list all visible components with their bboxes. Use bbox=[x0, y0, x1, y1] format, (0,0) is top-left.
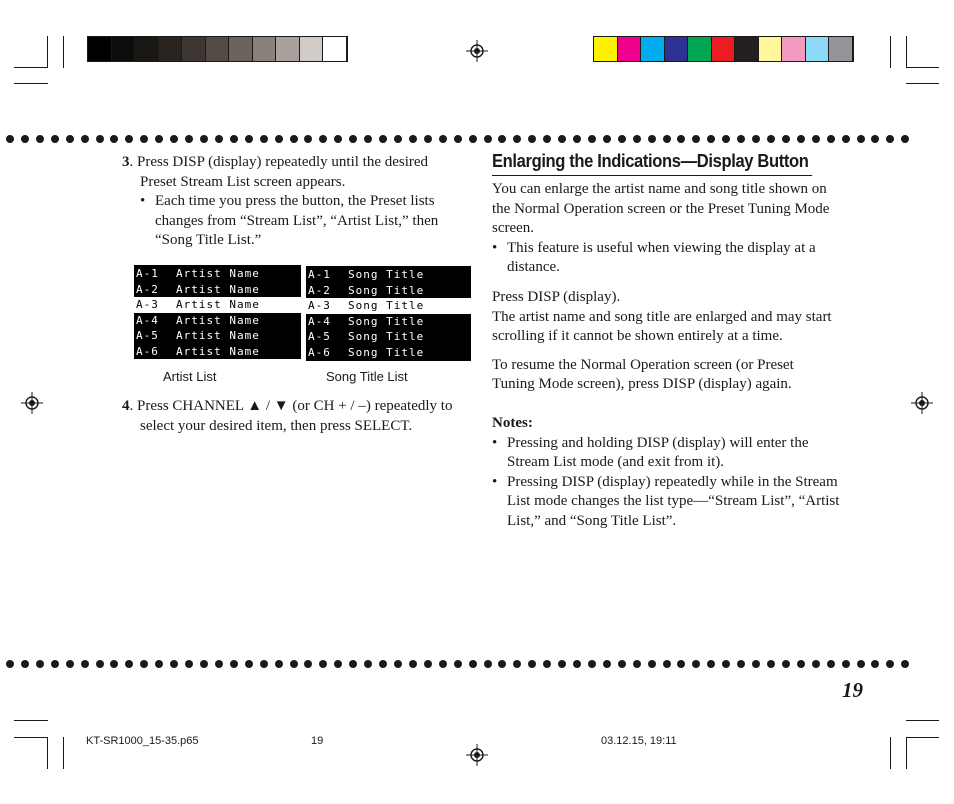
lcd-row bbox=[306, 329, 471, 345]
dot bbox=[484, 660, 492, 668]
crop-mark bbox=[906, 737, 907, 769]
dot bbox=[842, 660, 850, 668]
dot bbox=[603, 135, 611, 143]
dotted-rule-top bbox=[6, 135, 910, 144]
dot bbox=[528, 660, 536, 668]
dot bbox=[767, 660, 775, 668]
song-title-list-display bbox=[306, 266, 471, 361]
dot bbox=[215, 135, 223, 143]
dot bbox=[782, 135, 790, 143]
dot bbox=[96, 660, 104, 668]
color-swatch bbox=[688, 37, 712, 61]
lcd-row bbox=[134, 344, 301, 360]
dot bbox=[707, 135, 715, 143]
dot bbox=[618, 135, 626, 143]
dot bbox=[737, 660, 745, 668]
dot bbox=[648, 135, 656, 143]
lcd-row-label: Artist Name bbox=[176, 267, 260, 280]
artist-list-display bbox=[134, 265, 301, 359]
footer-page: 19 bbox=[311, 735, 324, 747]
dot bbox=[603, 660, 611, 668]
dot bbox=[125, 135, 133, 143]
lcd-row bbox=[134, 297, 301, 313]
color-swatch bbox=[618, 37, 642, 61]
dot bbox=[633, 135, 641, 143]
notes-title: Notes: bbox=[492, 414, 533, 431]
dot bbox=[110, 135, 118, 143]
dot bbox=[439, 135, 447, 143]
dot bbox=[334, 660, 342, 668]
dot bbox=[275, 660, 283, 668]
color-swatch bbox=[782, 37, 806, 61]
right-column bbox=[492, 180, 840, 532]
dot bbox=[573, 135, 581, 143]
dot bbox=[245, 660, 253, 668]
lcd-row bbox=[306, 283, 471, 299]
color-swatch bbox=[641, 37, 665, 61]
lcd-row bbox=[306, 298, 471, 314]
dot bbox=[633, 660, 641, 668]
dot bbox=[528, 135, 536, 143]
dot bbox=[36, 660, 44, 668]
dot bbox=[260, 135, 268, 143]
dot bbox=[349, 135, 357, 143]
lcd-row-number: A-6 bbox=[136, 344, 159, 358]
dot bbox=[901, 660, 909, 668]
dot bbox=[334, 135, 342, 143]
dot bbox=[185, 135, 193, 143]
dot bbox=[319, 660, 327, 668]
crop-mark bbox=[890, 36, 891, 68]
color-swatch bbox=[159, 37, 183, 61]
dot bbox=[812, 660, 820, 668]
dot bbox=[588, 135, 596, 143]
lcd-row-number: A-4 bbox=[308, 314, 331, 328]
lcd-row bbox=[306, 345, 471, 361]
crop-mark bbox=[14, 67, 48, 68]
crop-mark bbox=[63, 737, 64, 769]
dot bbox=[737, 135, 745, 143]
color-swatch bbox=[712, 37, 736, 61]
color-swatch bbox=[276, 37, 300, 61]
crop-mark bbox=[906, 83, 939, 84]
dot bbox=[155, 135, 163, 143]
note-item: • Pressing and holding DISP (display) will enter the Stream List mode (and exit from it). bbox=[492, 434, 840, 473]
dotted-rule-bottom bbox=[6, 660, 910, 669]
dot bbox=[886, 660, 894, 668]
lcd-row-number: A-2 bbox=[136, 282, 159, 296]
section-heading: Enlarging the Indications—Display Button bbox=[492, 151, 812, 176]
dot bbox=[155, 660, 163, 668]
dot bbox=[498, 135, 506, 143]
dot bbox=[364, 135, 372, 143]
step-text: . Press CHANNEL ▲ / ▼ (or CH + / –) repeatedly to select your desired item, then press SELECT. bbox=[129, 398, 453, 434]
dot bbox=[857, 660, 865, 668]
dot bbox=[782, 660, 790, 668]
crop-mark bbox=[14, 737, 48, 738]
dot bbox=[752, 660, 760, 668]
dot bbox=[21, 660, 29, 668]
dot bbox=[21, 135, 29, 143]
dot bbox=[140, 135, 148, 143]
resume-paragraph: To resume the Normal Operation screen (or Preset Tuning Mode screen), press DISP (display) again. bbox=[492, 356, 794, 393]
dot bbox=[290, 135, 298, 143]
color-swatch bbox=[594, 37, 618, 61]
lcd-row-number: A-5 bbox=[308, 330, 331, 343]
dot bbox=[379, 660, 387, 668]
dot bbox=[857, 135, 865, 143]
dot bbox=[692, 660, 700, 668]
lcd-row-label: Song Title bbox=[348, 330, 425, 343]
dot bbox=[66, 660, 74, 668]
step-number: 3 bbox=[122, 154, 130, 170]
dot bbox=[573, 660, 581, 668]
color-swatch bbox=[323, 37, 347, 61]
dot bbox=[424, 135, 432, 143]
color-swatch bbox=[229, 37, 253, 61]
color-swatch bbox=[300, 37, 324, 61]
dot bbox=[663, 660, 671, 668]
lcd-row-label: Song Title bbox=[348, 314, 425, 328]
color-swatch bbox=[665, 37, 689, 61]
dot bbox=[394, 660, 402, 668]
lcd-row-number: A-1 bbox=[308, 268, 331, 281]
dot bbox=[140, 660, 148, 668]
dot bbox=[215, 660, 223, 668]
dot bbox=[245, 135, 253, 143]
dot bbox=[588, 660, 596, 668]
dot bbox=[349, 660, 357, 668]
dot bbox=[36, 135, 44, 143]
registration-mark-icon bbox=[466, 744, 488, 766]
dot bbox=[51, 135, 59, 143]
dot bbox=[6, 660, 14, 668]
grayscale-swatch-bar bbox=[87, 36, 348, 62]
dot bbox=[722, 135, 730, 143]
dot bbox=[81, 135, 89, 143]
dot bbox=[260, 660, 268, 668]
dot bbox=[66, 135, 74, 143]
artist-list-caption: Artist List bbox=[163, 369, 217, 384]
lcd-row-number: A-3 bbox=[136, 298, 159, 311]
color-swatch bbox=[759, 37, 783, 61]
dot bbox=[677, 660, 685, 668]
dot bbox=[454, 660, 462, 668]
lcd-row bbox=[134, 266, 301, 282]
intro-paragraph: You can enlarge the artist name and song title shown on the Normal Operation screen or the Preset Tuning Mode screen. bbox=[492, 181, 830, 237]
step-number: 4 bbox=[122, 398, 130, 414]
crop-mark bbox=[890, 737, 891, 769]
crop-mark bbox=[63, 36, 64, 68]
dot bbox=[513, 135, 521, 143]
lcd-row bbox=[134, 328, 301, 344]
dot bbox=[692, 135, 700, 143]
color-swatch bbox=[735, 37, 759, 61]
dot bbox=[901, 135, 909, 143]
color-swatch bbox=[88, 37, 112, 61]
dot bbox=[290, 660, 298, 668]
crop-mark bbox=[14, 83, 48, 84]
dot bbox=[886, 135, 894, 143]
color-swatch-bar bbox=[593, 36, 854, 62]
dot bbox=[230, 135, 238, 143]
crop-mark bbox=[906, 737, 939, 738]
step-3-bullet: • Each time you press the button, the Preset lists changes from “Stream List”, “Artist List,” then “Song Title List.” bbox=[140, 192, 462, 251]
dot bbox=[275, 135, 283, 143]
lcd-row-number: A-2 bbox=[308, 283, 331, 297]
dot bbox=[469, 660, 477, 668]
lcd-row-label: Artist Name bbox=[176, 344, 260, 358]
lcd-row-label: Song Title bbox=[348, 268, 425, 281]
dot bbox=[827, 660, 835, 668]
footer-filename: KT-SR1000_15-35.p65 bbox=[86, 735, 199, 747]
dot bbox=[200, 135, 208, 143]
dot bbox=[394, 135, 402, 143]
color-swatch bbox=[182, 37, 206, 61]
step-4 bbox=[122, 397, 467, 436]
lcd-row-label: Artist Name bbox=[176, 329, 260, 342]
step-text: . Press DISP (display) repeatedly until the desired Preset Stream List screen appears. bbox=[129, 154, 429, 190]
dot bbox=[379, 135, 387, 143]
dot bbox=[125, 660, 133, 668]
dot bbox=[454, 135, 462, 143]
dot bbox=[543, 135, 551, 143]
dot bbox=[797, 135, 805, 143]
dot bbox=[230, 660, 238, 668]
dot bbox=[51, 660, 59, 668]
footer-date: 03.12.15, 19:11 bbox=[601, 735, 677, 747]
lcd-row-label: Artist Name bbox=[176, 313, 260, 327]
dot bbox=[484, 135, 492, 143]
dot bbox=[6, 135, 14, 143]
press-line: Press DISP (display). bbox=[492, 288, 621, 305]
dot bbox=[707, 660, 715, 668]
dot bbox=[871, 135, 879, 143]
page-number: 19 bbox=[842, 678, 863, 702]
dot bbox=[663, 135, 671, 143]
lcd-row-label: Song Title bbox=[348, 345, 425, 359]
dot bbox=[409, 135, 417, 143]
lcd-row-number: A-6 bbox=[308, 345, 331, 359]
dot bbox=[170, 660, 178, 668]
lcd-row-label: Song Title bbox=[348, 299, 425, 312]
crop-mark bbox=[14, 720, 48, 721]
dot bbox=[618, 660, 626, 668]
crop-mark bbox=[906, 36, 907, 68]
dot bbox=[469, 135, 477, 143]
lcd-row-label: Song Title bbox=[348, 283, 425, 297]
lcd-row-number: A-5 bbox=[136, 329, 159, 342]
song-list-caption: Song Title List bbox=[326, 369, 408, 384]
color-swatch bbox=[253, 37, 277, 61]
color-swatch bbox=[829, 37, 853, 61]
dot bbox=[812, 135, 820, 143]
dot bbox=[96, 135, 104, 143]
dot bbox=[543, 660, 551, 668]
lcd-row-number: A-4 bbox=[136, 313, 159, 327]
lcd-row-label: Artist Name bbox=[176, 298, 260, 311]
crop-mark bbox=[906, 67, 939, 68]
dot bbox=[185, 660, 193, 668]
registration-mark-icon bbox=[466, 40, 488, 62]
dot bbox=[110, 660, 118, 668]
dot bbox=[409, 660, 417, 668]
dot bbox=[170, 135, 178, 143]
dot bbox=[752, 135, 760, 143]
registration-mark-icon bbox=[21, 392, 43, 414]
dot bbox=[319, 135, 327, 143]
crop-mark bbox=[906, 720, 939, 721]
lcd-row bbox=[134, 282, 301, 298]
crop-mark bbox=[47, 36, 48, 68]
dot bbox=[498, 660, 506, 668]
dot bbox=[558, 660, 566, 668]
dot bbox=[722, 660, 730, 668]
color-swatch bbox=[135, 37, 159, 61]
intro-bullet: • This feature is useful when viewing the display at a distance. bbox=[492, 239, 840, 278]
dot bbox=[304, 660, 312, 668]
dot bbox=[513, 660, 521, 668]
dot bbox=[767, 135, 775, 143]
dot bbox=[827, 135, 835, 143]
lcd-row bbox=[306, 267, 471, 283]
dot bbox=[424, 660, 432, 668]
color-swatch bbox=[206, 37, 230, 61]
dot bbox=[200, 660, 208, 668]
lcd-row-label: Artist Name bbox=[176, 282, 260, 296]
color-swatch bbox=[112, 37, 136, 61]
dot bbox=[842, 135, 850, 143]
lcd-row-number: A-1 bbox=[136, 267, 159, 280]
step-3 bbox=[122, 153, 462, 251]
crop-mark bbox=[47, 737, 48, 769]
registration-mark-icon bbox=[911, 392, 933, 414]
note-item: • Pressing DISP (display) repeatedly while in the Stream List mode changes the list type—“Stream List”, “Artist List,” and “Song Title List”. bbox=[492, 473, 840, 532]
lcd-row bbox=[306, 314, 471, 330]
lcd-row bbox=[134, 313, 301, 329]
dot bbox=[439, 660, 447, 668]
color-swatch bbox=[806, 37, 830, 61]
dot bbox=[871, 660, 879, 668]
dot bbox=[304, 135, 312, 143]
dot bbox=[797, 660, 805, 668]
dot bbox=[364, 660, 372, 668]
lcd-row-number: A-3 bbox=[308, 299, 331, 312]
dot bbox=[648, 660, 656, 668]
dot bbox=[81, 660, 89, 668]
dot bbox=[677, 135, 685, 143]
dot bbox=[558, 135, 566, 143]
press-result: The artist name and song title are enlarged and may start scrolling if it cannot be shown entirely at a time. bbox=[492, 308, 832, 345]
